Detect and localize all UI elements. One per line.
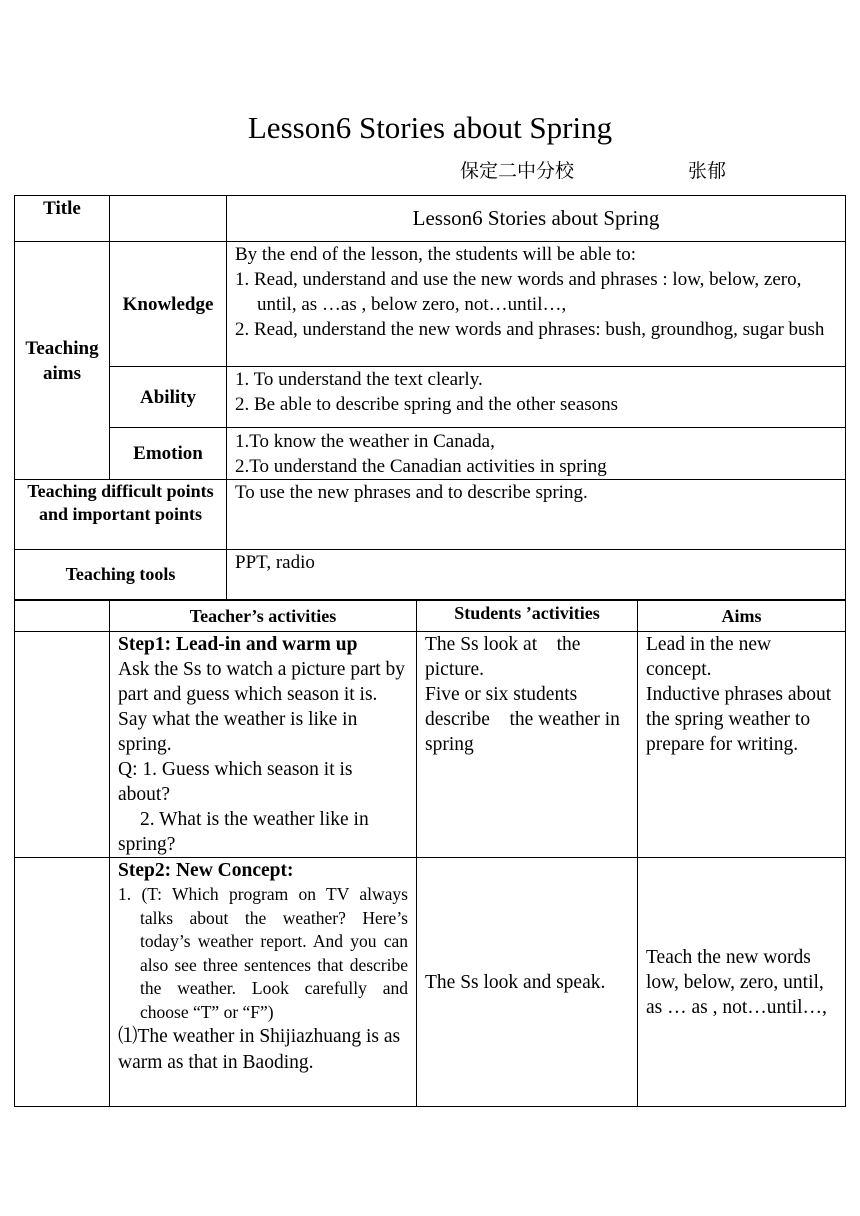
- step2-item-2: ⑴The weather in Shijiazhuang is as warm as that in Baoding.: [118, 1026, 401, 1073]
- students-activities-header: Students ’activities: [417, 601, 638, 632]
- knowledge-label: Knowledge: [110, 242, 227, 367]
- step2-item-1: 1. (T: Which program on TV always talks about the weather? Here’s today’s weather report. And you can also see three sentences that describe the weather. Look carefully and choose “T” or “F”): [118, 884, 408, 1022]
- step1-question-1: Q: 1. Guess which season it is about?: [118, 759, 353, 805]
- ability-cell: [227, 367, 846, 428]
- lesson-info-table: [14, 195, 846, 600]
- teaching-tools-label: Teaching tools: [15, 550, 227, 600]
- knowledge-item-1: 1. Read, understand and use the new words and phrases : low, below, zero, until, as …as , below zero, not…until…,: [235, 269, 802, 315]
- emotion-cell: [227, 428, 846, 480]
- teacher-activities-header: Teacher’s activities: [110, 601, 417, 632]
- empty-step-cell: [15, 632, 110, 858]
- teaching-aims-label: Teaching aims: [15, 242, 110, 480]
- difficult-points-value: To use the new phrases and to describe spring.: [227, 480, 846, 550]
- step1-students-1: The Ss look at the picture.: [425, 634, 586, 680]
- title-label-cell: Title: [15, 196, 110, 242]
- emotion-item-2: 2.To understand the Canadian activities in spring: [235, 456, 607, 477]
- emotion-item-1: 1.To know the weather in Canada,: [235, 431, 495, 452]
- page-title: Lesson6 Stories about Spring: [247, 110, 613, 145]
- step1-question-2: 2. What is the weather like in spring?: [118, 809, 369, 855]
- step2-students-cell: The Ss look and speak.: [417, 858, 638, 1107]
- step1-body: Ask the Ss to watch a picture part by part and guess which season it is. Say what the weather is like in spring.: [118, 659, 406, 755]
- difficult-points-label: Teaching difficult points and important points: [15, 480, 227, 550]
- step1-aims-2: Inductive phrases about the spring weather to prepare for writing.: [646, 684, 832, 755]
- step1-students-2: Five or six students describe the weather in spring: [425, 684, 625, 755]
- step1-teacher-cell: [110, 632, 417, 858]
- author-name: 张郁: [688, 160, 727, 182]
- empty-cell: [110, 196, 227, 242]
- ability-item-1: 1. To understand the text clearly.: [235, 369, 483, 390]
- empty-header-cell: [15, 601, 110, 632]
- step1-students-cell: [417, 632, 638, 858]
- empty-step-cell: [15, 858, 110, 1107]
- title-value-cell: Lesson6 Stories about Spring: [227, 196, 846, 242]
- teaching-tools-value: PPT, radio: [227, 550, 846, 600]
- knowledge-item-2: 2. Read, understand the new words and phrases: bush, groundhog, sugar bush: [235, 319, 825, 340]
- emotion-label: Emotion: [110, 428, 227, 480]
- step1-aims-cell: [638, 632, 846, 858]
- knowledge-intro: By the end of the lesson, the students will be able to:: [235, 244, 637, 265]
- step1-heading: Step1: Lead-in and warm up: [118, 634, 358, 655]
- step2-heading: Step2: New Concept:: [118, 860, 294, 881]
- step2-aims-cell: Teach the new words low, below, zero, until, as … as , not…until…,: [638, 858, 846, 1107]
- step2-teacher-cell: [110, 858, 417, 1107]
- aims-header: Aims: [638, 601, 846, 632]
- knowledge-cell: [227, 242, 846, 367]
- activities-table: [14, 600, 846, 1107]
- school-name: 保定二中分校: [460, 160, 575, 182]
- ability-item-2: 2. Be able to describe spring and the other seasons: [235, 394, 619, 415]
- step1-aims-1: Lead in the new concept.: [646, 634, 772, 680]
- ability-label: Ability: [110, 367, 227, 428]
